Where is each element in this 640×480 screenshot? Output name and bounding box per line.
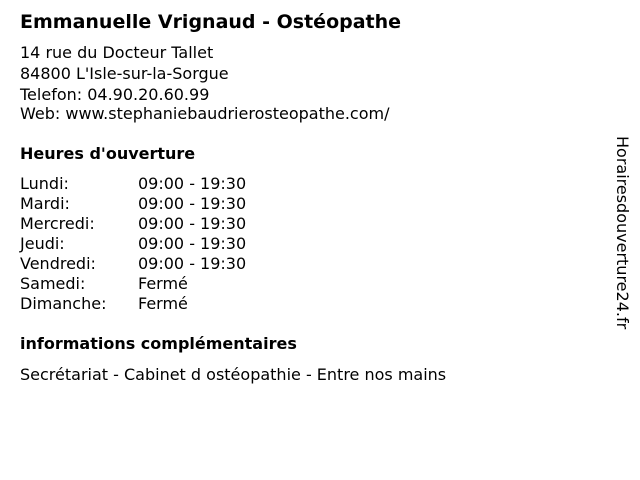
- address-line-1: 14 rue du Docteur Tallet: [20, 43, 214, 62]
- hours-day-label: Lundi:: [20, 174, 69, 193]
- additional-info-heading: informations complémentaires: [20, 334, 297, 353]
- hours-row-wednesday: [20, 214, 420, 234]
- hours-day-label: Samedi:: [20, 274, 86, 293]
- phone-number: Telefon: 04.90.20.60.99: [20, 85, 210, 104]
- opening-hours-heading: Heures d'ouverture: [20, 144, 196, 163]
- additional-info-text: Secrétariat - Cabinet d ostéopathie - Entre nos mains: [20, 365, 447, 384]
- hours-time-value: 09:00 - 19:30: [138, 214, 247, 233]
- hours-row-thursday: [20, 234, 420, 254]
- website-link[interactable]: Web: www.stephaniebaudrierosteopathe.com/: [20, 104, 390, 123]
- business-title: Emmanuelle Vrignaud - Ostéopathe: [20, 11, 402, 33]
- hours-row-tuesday: [20, 194, 420, 214]
- hours-day-label: Mercredi:: [20, 214, 95, 233]
- hours-time-value: 09:00 - 19:30: [138, 234, 247, 253]
- hours-day-label: Vendredi:: [20, 254, 96, 273]
- hours-day-label: Mardi:: [20, 194, 70, 213]
- hours-time-value: Fermé: [138, 294, 188, 313]
- site-brand-vertical: Horairesdouverture24.fr: [613, 136, 632, 330]
- hours-row-saturday: [20, 274, 420, 294]
- hours-row-monday: [20, 174, 420, 194]
- hours-time-value: 09:00 - 19:30: [138, 194, 247, 213]
- address-line-2: 84800 L'Isle-sur-la-Sorgue: [20, 64, 229, 83]
- hours-row-friday: [20, 254, 420, 274]
- hours-time-value: 09:00 - 19:30: [138, 174, 247, 193]
- hours-time-value: 09:00 - 19:30: [138, 254, 247, 273]
- hours-time-value: Fermé: [138, 274, 188, 293]
- hours-day-label: Jeudi:: [20, 234, 65, 253]
- hours-day-label: Dimanche:: [20, 294, 107, 313]
- hours-row-sunday: [20, 294, 420, 314]
